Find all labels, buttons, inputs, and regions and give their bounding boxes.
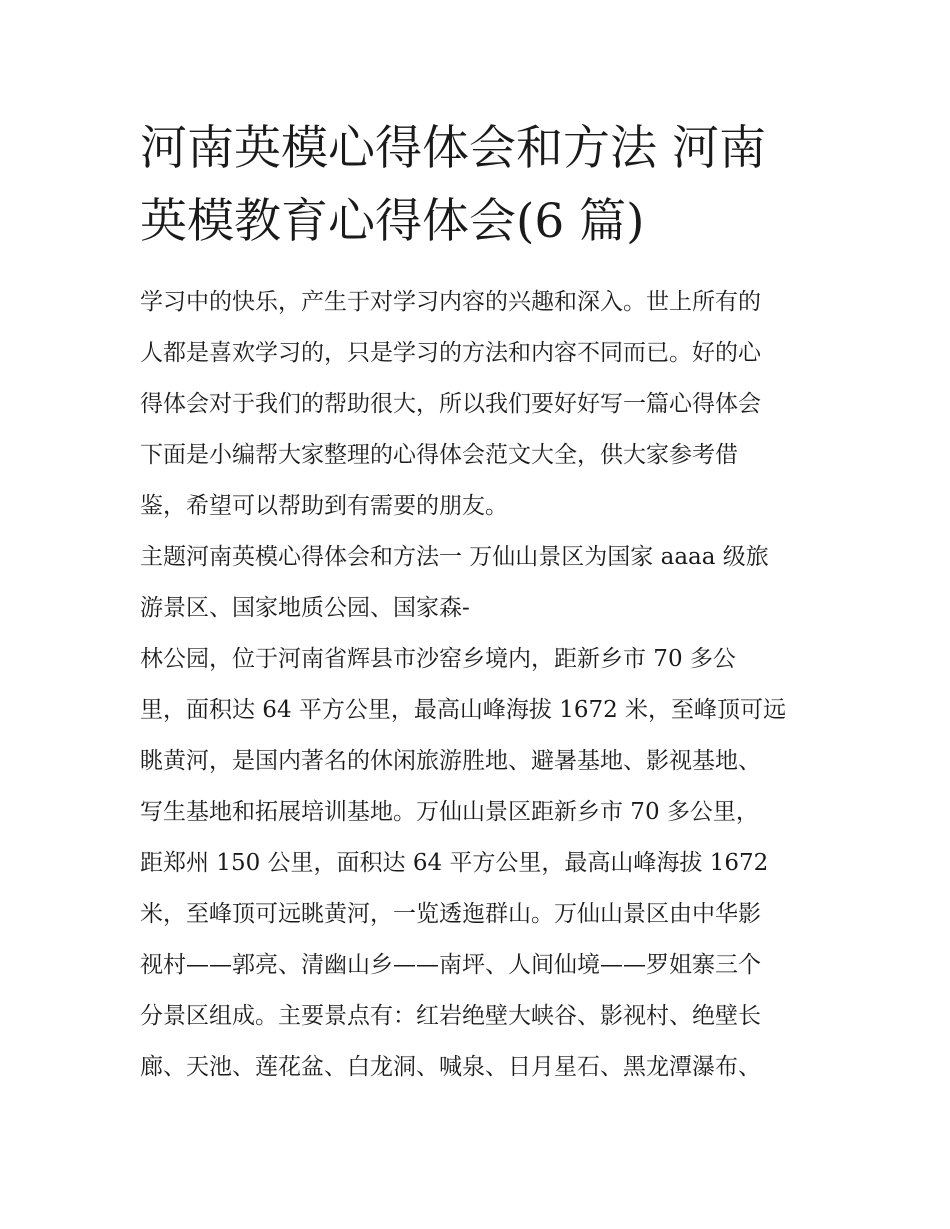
title-line-2: 英模教育心得体会(6 篇) [140,194,645,249]
body-line: 学习中的快乐，产生于对学习内容的兴趣和深入。世上所有的 [140,289,761,315]
body-line: 得体会对于我们的帮助很大，所以我们要好好写一篇心得体会 [140,391,761,417]
title-line-1: 河南英模心得体会和方法 河南 [140,121,766,176]
body-line: 米，至峰顶可远眺黄河，一览透迤群山。万仙山景区由中华影 [140,901,761,927]
body-line: 眺黄河，是国内著名的休闲旅游胜地、避暑基地、影视基地、 [140,748,761,774]
body-line: 廊、天池、莲花盆、白龙洞、喊泉、日月星石、黑龙潭瀑布、 [140,1054,761,1080]
body-line: 下面是小编帮大家整理的心得体会范文大全，供大家参考借 [140,442,738,468]
body-line: 林公园，位于河南省辉县市沙窑乡境内，距新乡市 70 多公 [140,646,736,672]
document-title [140,112,820,258]
body-line: 分景区组成。主要景点有：红岩绝壁大峡谷、影视村、绝壁长 [140,1003,761,1029]
document-body [140,277,820,1093]
body-line: 鉴，希望可以帮助到有需要的朋友。 [140,493,508,519]
body-line: 游景区、国家地质公园、国家森- [140,595,470,621]
body-line: 主题河南英模心得体会和方法一 万仙山景区为国家 aaaa 级旅 [140,544,769,570]
body-line: 距郑州 150 公里，面积达 64 平方公里，最高山峰海拔 1672 [140,850,769,876]
body-line: 人都是喜欢学习的，只是学习的方法和内容不同而已。好的心 [140,340,761,366]
body-line: 里，面积达 64 平方公里，最高山峰海拔 1672 米，至峰顶可远 [140,697,787,723]
body-line: 视村——郭亮、清幽山乡——南坪、人间仙境——罗姐寨三个 [140,952,761,978]
body-line: 写生基地和拓展培训基地。万仙山景区距新乡市 70 多公里， [140,799,759,825]
